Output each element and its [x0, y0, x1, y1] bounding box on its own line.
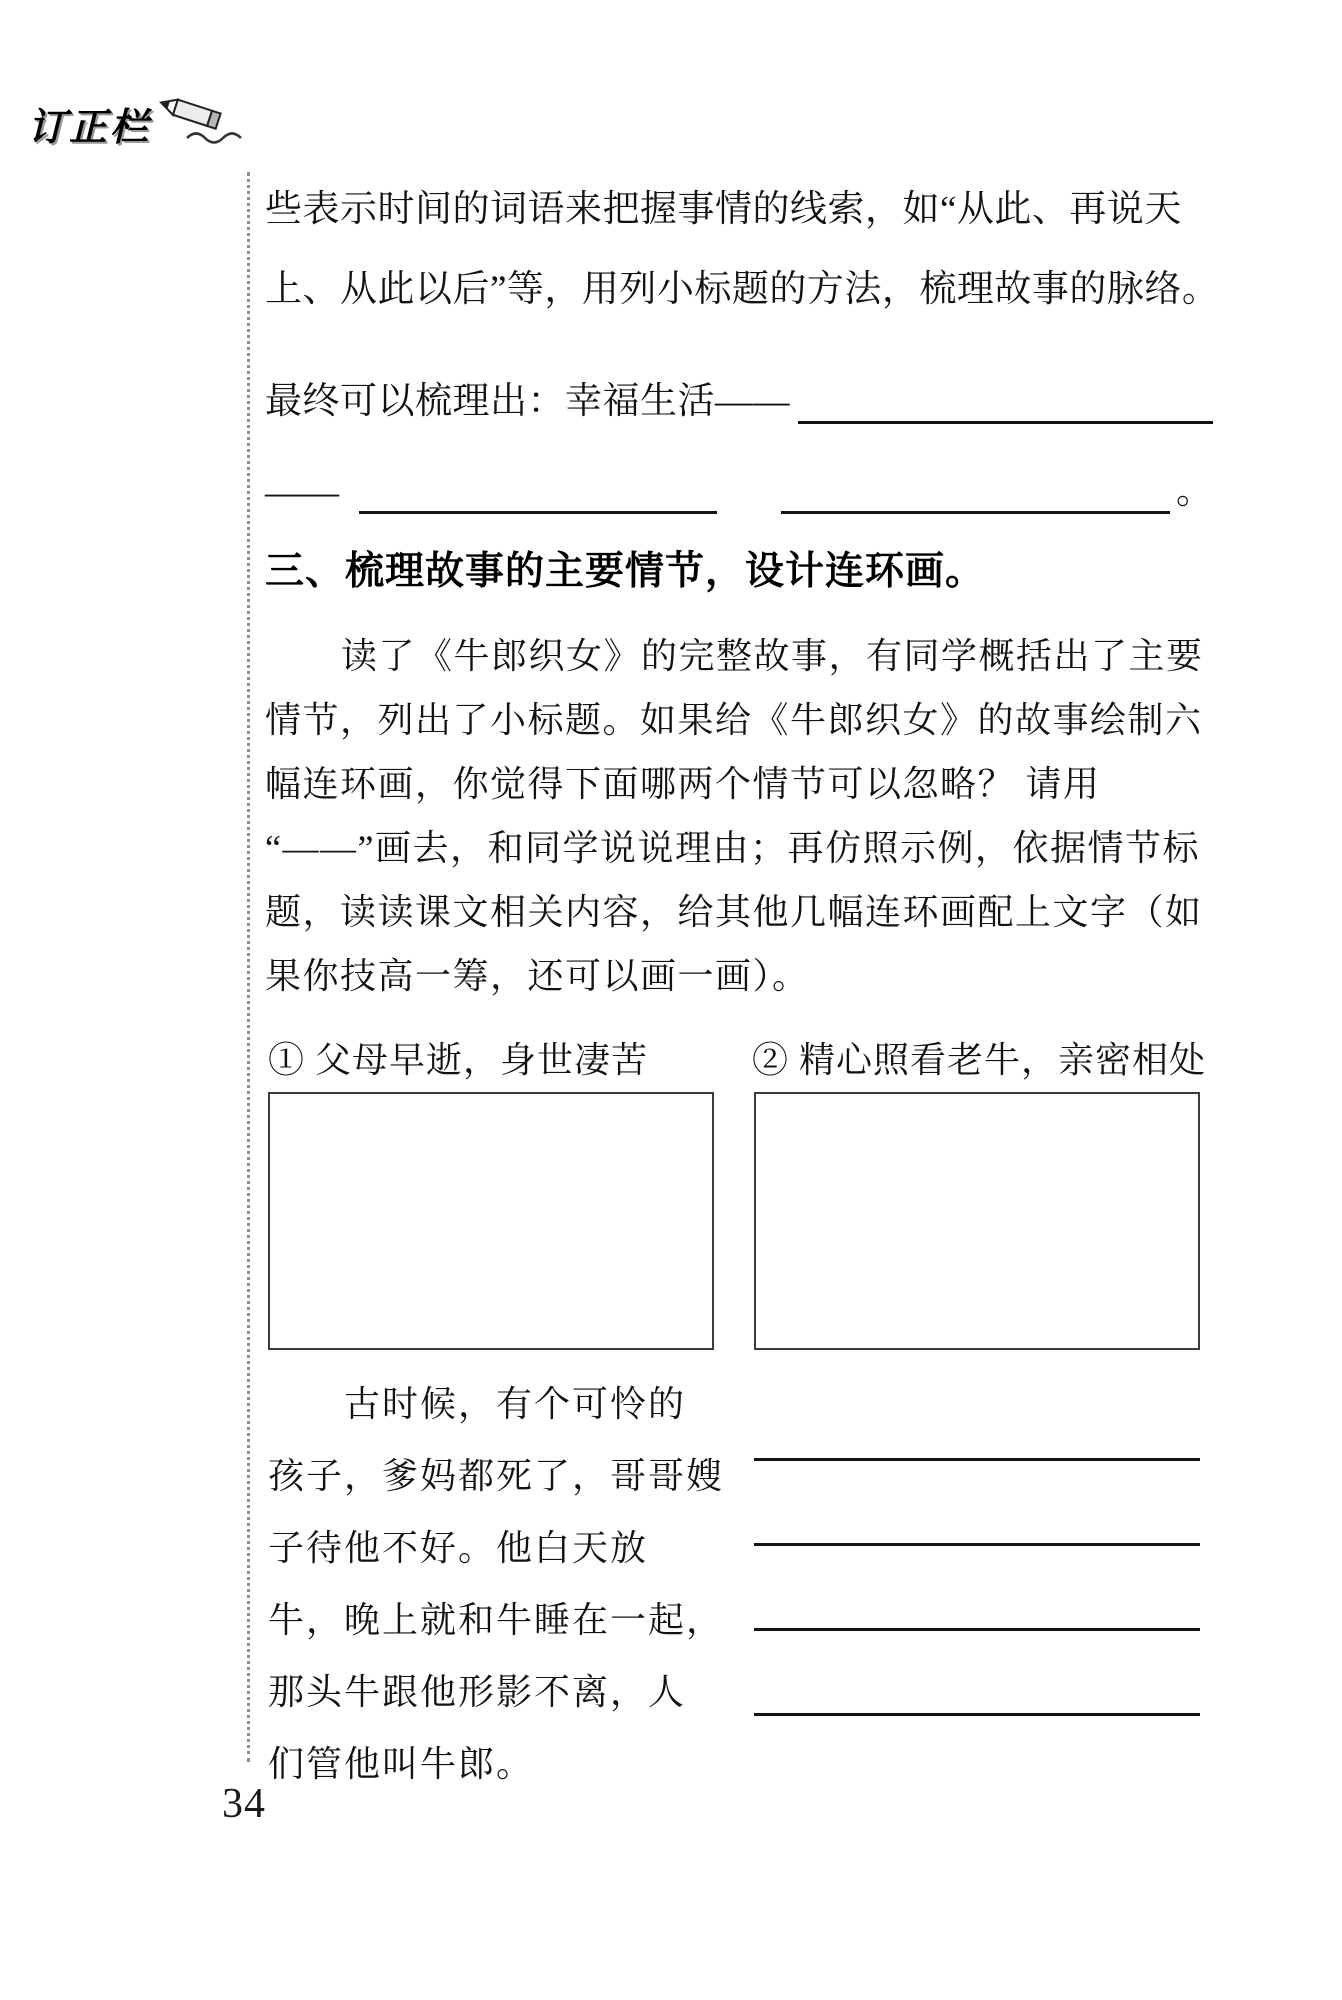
leading-dash: ——: [265, 472, 339, 513]
answer-blank-line-3: [754, 1628, 1200, 1631]
instruction-line-2: 情节，列出了小标题。如果给《牛郎织女》的故事绘制六: [265, 700, 1203, 740]
fill-row-2: [265, 452, 1213, 514]
answer-blank-line-4: [754, 1713, 1200, 1716]
correction-column-label: 订正栏: [28, 107, 152, 149]
instruction-line-3: 幅连环画，你觉得下面哪两个情节可以忽略？ 请用: [265, 764, 1101, 804]
fill-blank-line-3: [781, 504, 1170, 514]
correction-column-divider: [247, 172, 250, 1762]
page-number: 34: [222, 1781, 266, 1827]
plot-item-2-label: ② 精心照看老牛，亲密相处: [752, 1040, 1207, 1080]
instruction-line-4: “——”画去，和同学说说理由；再仿照示例，依据情节标: [265, 828, 1200, 868]
example-caption-text: [268, 1368, 738, 1800]
answer-blank-line-2: [754, 1543, 1200, 1546]
example-line-2: 孩子，爹妈都死了，哥哥嫂: [268, 1456, 725, 1496]
top-paragraph-line-2: 上、从此以后”等，用列小标题的方法，梳理故事的脉络。: [265, 269, 1220, 310]
top-paragraph-line-1: 些表示时间的词语来把握事情的线索，如“从此、再说天: [265, 189, 1182, 230]
instruction-line-6: 果你技高一筹，还可以画一画）。: [265, 956, 810, 996]
instruction-paragraph: [265, 624, 1217, 1008]
picture-box-2: [754, 1092, 1200, 1350]
summary-lead-text: 最终可以梳理出：幸福生活——: [265, 381, 790, 422]
example-line-4: 牛，晚上就和牛睡在一起，: [268, 1600, 725, 1640]
fill-blank-line-2: [359, 504, 717, 514]
correction-column-logo: [28, 96, 249, 155]
section-heading: 三、梳理故事的主要情节，设计连环画。: [265, 550, 986, 593]
instruction-line-1: 读了《牛郎织女》的完整故事，有同学概括出了主要: [341, 636, 1204, 676]
summary-fill-row: [265, 362, 1213, 424]
example-line-1: 古时候，有个可怜的: [344, 1384, 687, 1424]
trailing-period: 。: [1176, 471, 1213, 512]
example-line-3: 子待他不好。他白天放: [268, 1528, 649, 1568]
picture-box-1: [268, 1092, 714, 1350]
pencil-icon: [153, 96, 249, 155]
instruction-line-5: 题，读读课文相关内容，给其他几幅连环画配上文字（如: [265, 892, 1203, 932]
example-line-6: 们管他叫牛郎。: [268, 1744, 535, 1784]
answer-blank-line-1: [754, 1458, 1200, 1461]
plot-item-1-label: ① 父母早逝，身世凄苦: [268, 1040, 649, 1080]
fill-blank-line-1: [798, 414, 1213, 424]
example-line-5: 那头牛跟他形影不离，人: [268, 1672, 687, 1712]
